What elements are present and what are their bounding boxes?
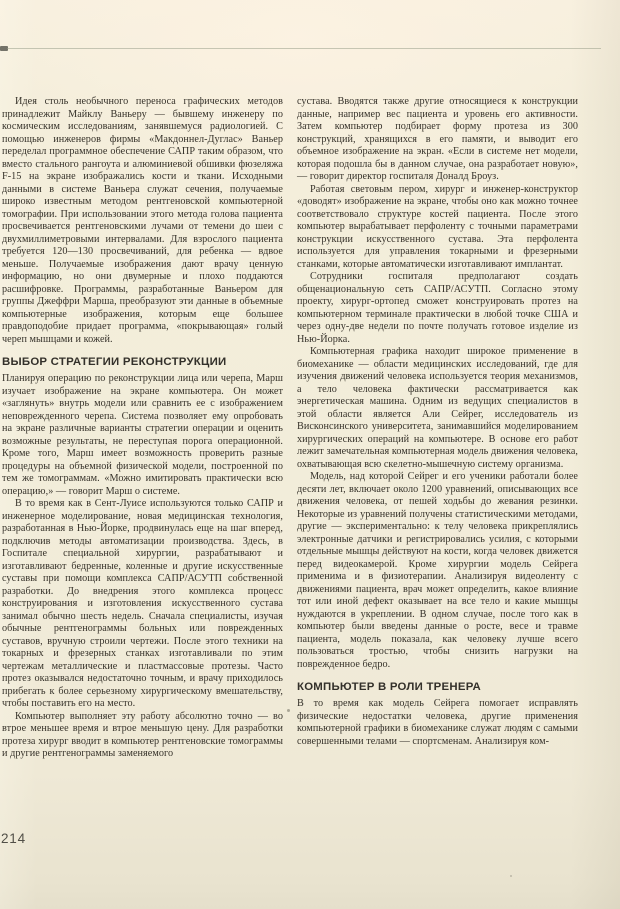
paper-speck: [287, 709, 290, 712]
body-paragraph: Модель, над которой Сейрег и его ученики работали более десяти лет, включает около 1200 уравнений, описывающих все движения человека, от пешей ходьбы до жевания резинки. Некоторые из уравнений получены статистическими методами, другие — экспериментально: к телу человека прикреплялись электронные датчики и регистрировались усилия, с которыми отдельные мышцы действуют на кости, когда человек движется перед видеокамерой. Кроме хирургии модель Сейрега применима и в физиотерапии. Анализируя видеоленту с движениями пациента, врач может определить, какое влияние тот или иной дефект оказывает на все тело и какие мышцы нуждаются в укреплении. В одном случае, после того как в компьютер были введены данные о росте, весе и травме пациента, модель показала, как человеку лучше всего пользоваться тростью, чтобы снизить нагрузки на поврежденное бедро.: [297, 471, 578, 670]
right-column: [297, 96, 578, 748]
body-paragraph: В то время как модель Сейрега помогает исправлять физические недостатки человека, другие применения компьютерной графики в биомеханике служат людям с самыми совершенными телами — спортсменам. Анализируя ком-: [297, 698, 578, 747]
body-paragraph: Работая световым пером, хирург и инженер-конструктор «доводят» изображение на экране, чтобы оно как можно точнее соответствовало структуре костей пациента. После этого компьютер вырабатывает перфоленту с точными параметрами конструкции искусственного сустава. Эта перфолента используется для управления токарными и фрезерными станками, которые автоматически изготавливают имплантат.: [297, 183, 578, 270]
section-heading: КОМПЬЮТЕР В РОЛИ ТРЕНЕРА: [297, 681, 482, 693]
body-paragraph: Планируя операцию по реконструкции лица или черепа, Марш изучает изображение на экране компьютера. Он может «заглянуть» внутрь модели или сравнить ее с изображением неповрежденного черепа. Система позволяет ему опробовать на экране различные варианты стратегии операции и оценить возможные результаты, не переступая порога операционной. Кроме того, Марш имеет возможность проверить разные процедуры на объемной физической модели, построенной по тем же томограммам. «Можно имитировать практически всю операцию,» — говорит Марш о системе.: [2, 373, 283, 497]
body-paragraph: Идея столь необычного переноса графических методов принадлежит Майклу Ваньеру — бывшему инженеру по космическим исследованиям, занявшемуся радиологией. С помощью инженеров фирмы «Макдоннел-Дуглас» Ваньер переделал программное обеспечение САПР таким образом, что вместо стального рангоута и алюминиевой обшивки фюзеляжа F-15 на экране изображались кости и ткани. Исходными данными в системе Ваньера служат сечения, получаемые широко известным методом рентгеновской компьютерной томографии. При использовании этого метода голова пациента просвечивается рентгеновскими лучами от темени до шеи с двухмиллиметровыми интервалами. Для взрослого пациента требуется 120—130 просвечиваний, для ребенка — вдвое меньше. Получаемые изображения дают врачу ценную информацию, но они двумерные и плохо поддаются расшифровке. Программы, разработанные Ваньером для группы Джеффри Марша, преобразуют эти данные в объемные компьютерные изображения, которым еще большее правдоподобие придает программа, «покрывающая» голый череп мышцами и кожей.: [2, 96, 283, 345]
top-rule-line: [7, 48, 601, 49]
body-paragraph: Компьютер выполняет эту работу абсолютно точно — во втрое меньшее время и втрое меньшую цену. Для разработки протеза хирург вводит в компьютер рентгеновские томограммы и другие рентгенограммы заменяемого: [2, 710, 283, 759]
paper-speck: [510, 875, 512, 877]
body-paragraph: сустава. Вводятся также другие относящиеся к конструкции данные, например вес пациента и уровень его активности. Затем компьютер подбирает форму протеза из 300 конструкций, хранящихся в его памяти, и выводит его объемное изображение на экран. «Если в системе нет модели, которая подошла бы в данном случае, она разработает новую», — говорит директор госпиталя Доналд Броуз.: [297, 96, 578, 182]
two-column-text-block: [2, 96, 579, 761]
section-heading: ВЫБОР СТРАТЕГИИ РЕКОНСТРУКЦИИ: [2, 356, 227, 368]
body-paragraph: Сотрудники госпиталя предполагают создать общенациональную сеть САПР/АСУТП. Согласно этому проекту, хирург-ортопед сможет конструировать протез на компьютерном терминале практически в любой точке США и через одну-две недели по почте получать готовое изделие из Нью-Йорка.: [297, 271, 578, 345]
left-column: [2, 96, 283, 761]
page-number: 214: [1, 831, 26, 846]
body-paragraph: Компьютерная графика находит широкое применение в биомеханике — области медицинских исследований, где для изучения движений человека используется теория механизмов, а тело человека фактически рассматривается как энергетическая машина. Одним из ведущих специалистов в этой области является Али Сейрег, исследователь из Висконсинского университета, занимавшийся моделированием хирургических операций на компьютере. В основе его работ лежит замечательная компьютерная модель движения человека, охватывающая всю скелетно-мышечную систему организма.: [297, 346, 578, 470]
body-paragraph: В то время как в Сент-Луисе используются только САПР и инженерное моделирование, новая медицинская технология, разработанная в Нью-Йорке, продвинулась еще на шаг вперед, подключив методы автоматизации производства. Здесь, в Госпитале специальной хирургии, разрабатывают и изготавливают бедренные, коленные и другие искусственные суставы при помощи комплекса САПР/АСУТП собственной разработки. До внедрения этого комплекса процесс конструирования и изготовления искусственного сустава занимал обычно шесть недель. Сначала специалисты, изучая обычные рентгенограммы больных или поврежденных суставов, вручную строили чертежи. После этого техники на токарных и фрезерных станках изготавливали по этим чертежам металлические и пластмассовые протезы. Часто протез оказывался недостаточно точным, и врачу приходилось прибегать к более серьезному хирургическому вмешательству, чтобы поставить его на место.: [2, 498, 283, 709]
